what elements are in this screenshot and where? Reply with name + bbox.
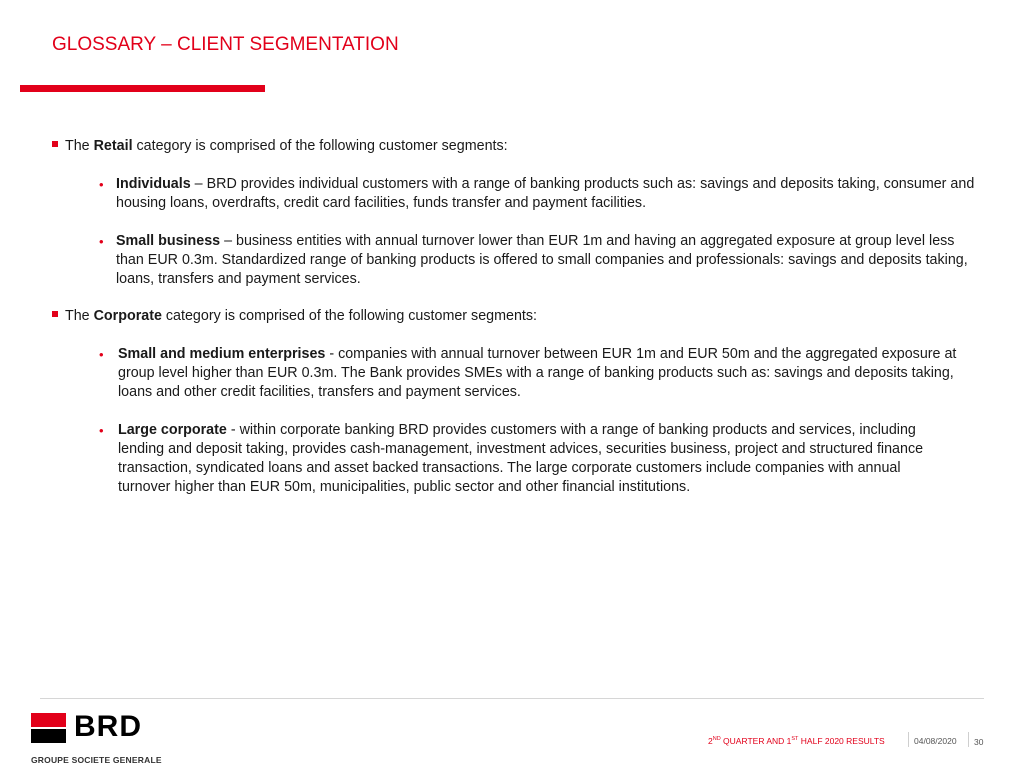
bullet-dot-icon: • [99, 423, 104, 438]
segment-description: - within corporate banking BRD provides customers with a range of banking products and services, including lending and deposit taking, provides cash-management, investment advices, securities business, project and structured finance transaction, syndicated loans and asset backed transactions. The large corporate customers include companies with annual turnover higher than EUR 50m, municipalities, public sector and other financial institutions. [118, 422, 924, 495]
footer-separator [908, 732, 909, 747]
segment-name: Large corporate [118, 422, 227, 438]
brand-name: BRD [74, 710, 142, 743]
segment-name: Individuals [116, 176, 191, 192]
segment-name: Small business [116, 233, 221, 249]
page-number: 30 [974, 737, 984, 747]
corporate-label: Corporate [93, 308, 162, 324]
retail-intro-post: category is comprised of the following customer segments: [132, 138, 508, 154]
footer-divider [40, 698, 984, 699]
segment-name: Small and medium enterprises [118, 346, 326, 362]
brd-logo-icon [31, 713, 66, 743]
segment-description: – BRD provides individual customers with a range of banking products such as: savings and deposits taking, consumer and housing loans, overdrafts, credit card facilities, funds transfer and payment facilities. [116, 176, 975, 211]
group-name: GROUPE SOCIETE GENERALE [31, 755, 162, 765]
title-underline [20, 85, 265, 92]
bullet-dot-icon: • [99, 177, 104, 192]
bullet-dot-icon: • [99, 234, 104, 249]
retail-intro-pre: The [65, 138, 94, 154]
footer-separator [968, 732, 969, 747]
retail-label: Retail [93, 138, 133, 154]
report-title: 2ND QUARTER AND 1ST HALF 2020 RESULTS [708, 736, 885, 746]
square-bullet-icon [52, 141, 58, 147]
corporate-intro-pre: The [65, 308, 94, 324]
bullet-dot-icon: • [99, 347, 104, 362]
corporate-intro-post: category is comprised of the following customer segments: [161, 308, 538, 324]
segment-description: - companies with annual turnover between EUR 1m and EUR 50m and the aggregated exposure at group level higher than EUR 0.3m. The Bank provides SMEs with a range of banking products such as: savings and deposits taking, loans and other credit facilities, transfers and payment services. [118, 346, 957, 400]
page-title: GLOSSARY – CLIENT SEGMENTATION [52, 34, 399, 55]
report-date: 04/08/2020 [914, 736, 957, 746]
segment-description: – business entities with annual turnover lower than EUR 1m and having an aggregated exposure at group level less than EUR 0.3m. Standardized range of banking products is offered to small companies and professionals: savings and deposits taking, loans, transfers and payment services. [116, 233, 968, 287]
square-bullet-icon [52, 311, 58, 317]
